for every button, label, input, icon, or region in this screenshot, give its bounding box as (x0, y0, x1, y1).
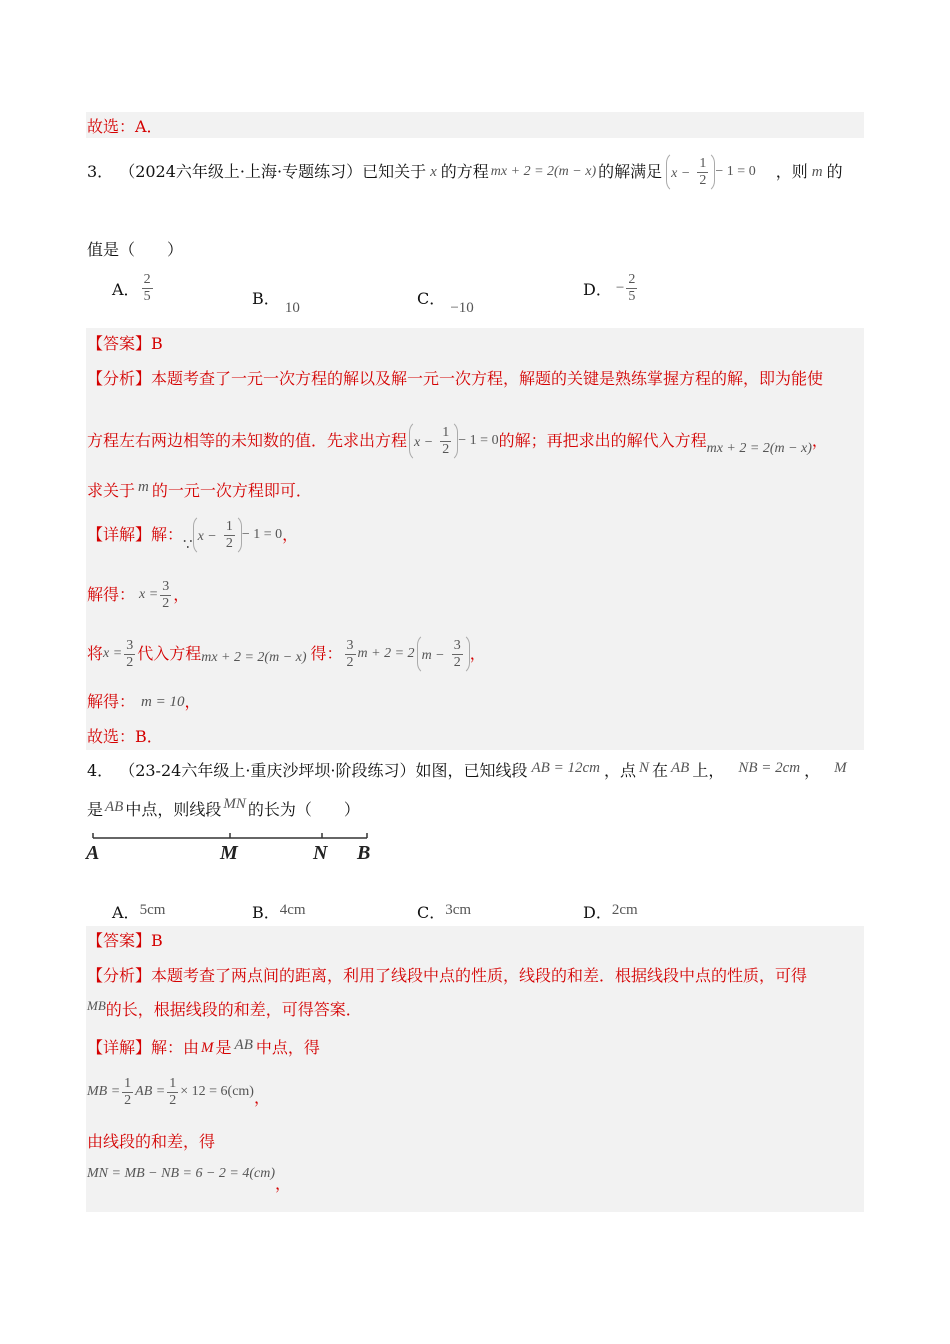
option-value: 2cm (611, 902, 638, 918)
fraction: $\frac{2}{5}$ (143, 272, 151, 304)
option-label: C． (417, 289, 446, 308)
detail-text: 解得： (87, 692, 136, 711)
q4-analysis-line1 (87, 966, 807, 986)
option-value: −10 (450, 300, 474, 316)
equation: mx + 2 = 2(m − x) (490, 164, 597, 179)
math-term: AB = (135, 1084, 166, 1099)
q4-stem-text: ， (804, 761, 821, 780)
fraction: $\frac{2}{5}$ (628, 272, 636, 304)
q4-stem-text: 的长为（ ） (247, 800, 360, 819)
math-paren (417, 633, 470, 675)
detail-text: 中点，得 (255, 1038, 320, 1057)
option-label: B． (252, 903, 280, 922)
math-term: m + 2 = 2 (357, 646, 415, 661)
q4-stem-line2 (87, 796, 360, 820)
q4-stem-text: 上， (692, 761, 725, 780)
option-label: D． (583, 280, 612, 299)
analysis-text: 方程左右两边相等的未知数的值．先求出方程 (87, 431, 408, 450)
detail-tag: 【详解】 (87, 1038, 152, 1057)
option-a[interactable] (112, 896, 166, 922)
point-label-b: B (357, 842, 371, 864)
q3-detail-line1 (87, 512, 298, 558)
analysis-text: 求关于 (87, 481, 136, 500)
analysis-tag: 【分析】 (87, 369, 152, 388)
math-term: − 1 = 0 (241, 527, 283, 542)
math-term: x = (139, 587, 159, 602)
q4-analysis-line2 (87, 1000, 362, 1020)
var-m: M (201, 1040, 214, 1056)
q3-stem-text: ，则 (775, 162, 808, 181)
fraction: $\frac{1}{2}$ (225, 519, 233, 551)
punct: ， (275, 1174, 292, 1193)
q2-answer-block (86, 112, 864, 138)
math-term: AB (105, 799, 124, 815)
math-term: − 1 = 0 (715, 164, 756, 179)
analysis-text: 的解；再把求出的解代入方程 (498, 431, 707, 450)
option-value: 5cm (139, 902, 166, 918)
q3-stem-line1 (87, 150, 843, 194)
punct: ， (173, 585, 190, 604)
q3-stem-text: 的方程 (440, 162, 489, 181)
fraction: $\frac{1}{2}$ (124, 1075, 132, 1108)
punct: ， (469, 644, 486, 663)
q4-detail-line1 (87, 1038, 320, 1058)
option-b[interactable] (252, 896, 306, 922)
option-label: A． (112, 903, 140, 922)
var-m: m (811, 164, 823, 180)
detail-text: 代入方程 (137, 644, 202, 663)
math-term: m = 10 (141, 694, 185, 710)
q3-solve-line (87, 572, 189, 618)
detail-tag: 【详解】 (87, 525, 152, 544)
q3-source: （2024六年级上·上海·专题练习） (119, 162, 363, 181)
punct: ， (282, 525, 299, 544)
option-c[interactable] (417, 896, 472, 922)
math-term: MB (87, 998, 106, 1013)
var-x: x (430, 164, 437, 180)
analysis-text: 本题考查了一元一次方程的解以及解一元一次方程，解题的关键是熟练掌握方程的解，即为能使 (151, 369, 824, 388)
point-label-n: N (313, 842, 328, 864)
q3-analysis-line2 (87, 418, 828, 464)
option-label: D． (583, 903, 612, 922)
option-value: 10 (284, 300, 300, 316)
q3-result-line (87, 692, 201, 712)
math-term: x − (671, 166, 691, 181)
var-m: m (138, 479, 149, 495)
option-c[interactable] (417, 286, 474, 316)
detail-text: 得： (310, 644, 343, 663)
q4-stem-text: 如图，已知线段 (415, 761, 528, 780)
math-term: x = (103, 646, 123, 661)
analysis-text: 本题考查了两点间的距离，利用了线段中点的性质，线段的和差．根据线段中点的性质，可得 (151, 966, 808, 985)
point-label-a: A (86, 842, 100, 864)
math-term: − 1 = 0 (458, 433, 499, 448)
option-d[interactable] (583, 896, 638, 922)
math-term: AB = 12cm (531, 760, 600, 776)
q4-stem-line1 (87, 761, 847, 781)
option-b[interactable] (252, 286, 300, 316)
q4-answer: 【答案】B (87, 931, 163, 950)
option-d[interactable] (583, 272, 639, 305)
q3-conclusion: 故选：B． (87, 727, 163, 746)
because-symbol: ∵ (183, 537, 193, 553)
detail-text: 将 (87, 644, 104, 663)
q3-answer: 【答案】B (87, 334, 163, 353)
fraction: $\frac{3}{2}$ (126, 637, 134, 670)
q3-stem-text: 的 (826, 162, 843, 181)
detail-text: 解得： (87, 585, 136, 604)
q4-number: 4． (87, 761, 114, 780)
q3-stem-text: 的解满足 (598, 162, 663, 181)
q4-stem-text: ，点 (603, 761, 636, 780)
q3-analysis-line1 (87, 369, 823, 389)
fraction: $\frac{3}{2}$ (162, 578, 170, 611)
fraction: $\frac{1}{2}$ (169, 1075, 177, 1108)
analysis-text: 的长，根据线段的和差，可得答案． (105, 1000, 362, 1019)
analysis-tag: 【分析】 (87, 966, 152, 985)
math-term: NB = 2cm (738, 760, 801, 776)
q4-stem-text: 在 (651, 761, 668, 780)
math-term: MB = (87, 1084, 121, 1099)
q3-stem-line2: 值是（ ） (87, 240, 184, 259)
q3-substitute-line (87, 630, 486, 678)
q4-source: （23-24六年级上·重庆沙坪坝·阶段练习） (119, 761, 416, 780)
fraction: $\frac{1}{2}$ (699, 156, 707, 188)
option-label: B． (252, 289, 280, 308)
q3-analysis-line3 (87, 481, 312, 501)
analysis-text: ， (811, 431, 828, 450)
option-value: 4cm (279, 902, 306, 918)
detail-text: 解： (151, 525, 184, 544)
option-a[interactable] (112, 272, 155, 305)
math-term: x − (414, 435, 434, 450)
condition-paren (193, 514, 242, 556)
q4-stem-text: 中点，则线段 (125, 800, 222, 819)
option-value: 3cm (445, 902, 472, 918)
math-term: MN (223, 796, 246, 812)
point-label-m: M (220, 842, 238, 864)
option-label: A． (112, 280, 140, 299)
var-n: N (638, 760, 649, 776)
math-term: MN = MB − NB = 6 − 2 = 4(cm) (87, 1166, 275, 1181)
punct: ， (253, 1088, 270, 1107)
math-term: AB (671, 760, 690, 776)
math-term: AB (234, 1037, 253, 1053)
var-m: M (834, 760, 847, 776)
equation: mx + 2 = 2(m − x) (201, 650, 307, 665)
fraction: $\frac{1}{2}$ (442, 425, 450, 457)
q3-number: 3． (87, 162, 114, 181)
q2-conclusion: 故选：A． (87, 117, 163, 136)
q4-mb-equation (87, 1068, 270, 1116)
punct: ， (184, 692, 201, 711)
q4-diff-label: 由线段的和差，得 (87, 1132, 216, 1151)
condition-paren (409, 420, 458, 462)
detail-text: 是 (215, 1038, 232, 1057)
minus-sign: − (615, 280, 625, 296)
detail-text: 解：由 (151, 1038, 200, 1057)
math-term: × 12 = 6(cm) (180, 1084, 254, 1099)
condition-paren (666, 151, 715, 193)
option-label: C． (417, 903, 446, 922)
q4-stem-text: 是 (87, 800, 104, 819)
fraction: $\frac{3}{2}$ (453, 638, 461, 670)
fraction: $\frac{3}{2}$ (346, 637, 354, 670)
equation: mx + 2 = 2(m − x) (706, 441, 812, 456)
q3-stem-text: 已知关于 (362, 162, 427, 181)
analysis-text: 的一元一次方程即可． (151, 481, 312, 500)
math-term: m − (421, 648, 445, 663)
q4-mn-equation (87, 1164, 292, 1193)
math-term: x − (197, 529, 217, 544)
